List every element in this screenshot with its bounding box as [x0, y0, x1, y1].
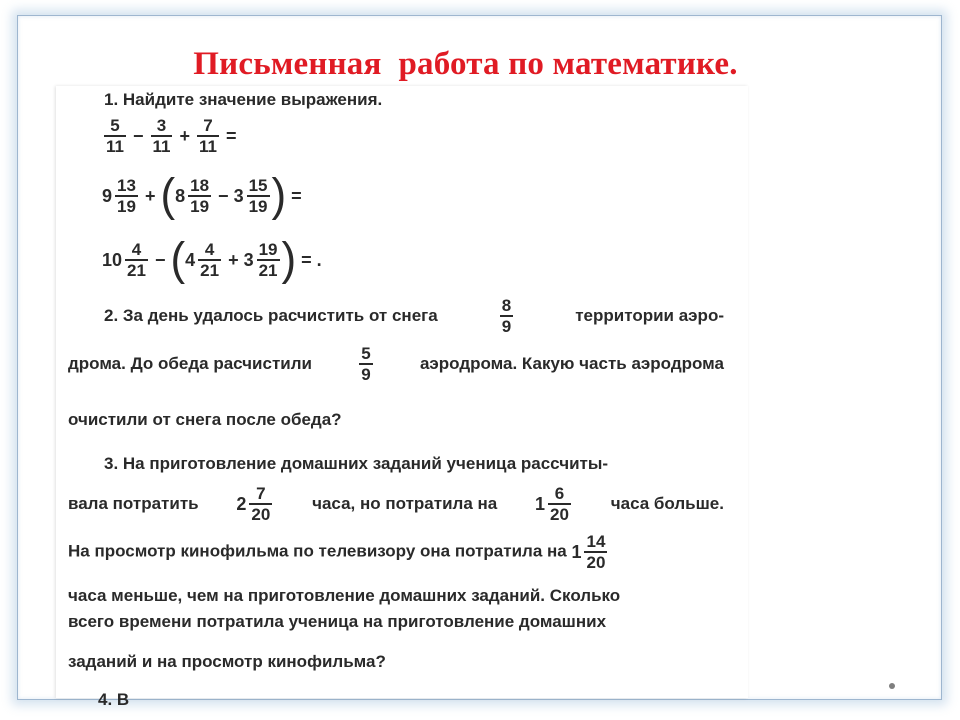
fraction: $\frac{8}{9}$	[501, 296, 512, 336]
operator: +	[144, 185, 156, 206]
fraction: $\frac{15}{19}$	[248, 176, 268, 216]
task2-line-2	[68, 344, 724, 384]
task4-cutoff: 4. В	[98, 690, 130, 709]
whole-part: 4	[185, 249, 196, 270]
task2-line-3: очистили от снега после обеда?	[68, 410, 342, 429]
task3-line-5: всего времени потратила ученица на приготовление домашних	[68, 612, 607, 631]
mixed-number: 2 $\frac{7}{20}$	[236, 484, 271, 524]
whole-part: 3	[243, 249, 254, 270]
fraction: $\frac{3}{11}$	[152, 116, 171, 156]
fraction: $\frac{5}{9}$	[361, 344, 371, 384]
task3-text: часа больше.	[610, 494, 724, 513]
task2-text: территории аэро-	[575, 306, 724, 325]
left-paren: (	[160, 169, 176, 222]
task3-line-2	[68, 484, 724, 524]
right-paren: )	[271, 169, 287, 222]
equals: =	[291, 185, 302, 206]
task3-text: часа, но потратила на	[312, 494, 498, 513]
fraction: $\frac{7}{11}$	[199, 116, 217, 156]
operator: −	[132, 125, 144, 146]
whole-part: 10	[102, 249, 123, 270]
task2-text: дрома. До обеда расчистили	[68, 354, 312, 373]
task2-text: 2. За день удалось расчистить от снега	[104, 306, 438, 325]
task3-text: вала потратить	[68, 494, 199, 513]
task2-text: аэродрома. Какую часть аэродрома	[419, 354, 724, 373]
slide-dot	[889, 683, 895, 689]
task3-text: На просмотр кинофильма по телевизору она потратила на	[68, 541, 567, 561]
task3-line-1: 3. На приготовление домашних заданий ученица рассчиты-	[104, 454, 609, 473]
mixed-number: 1 $\frac{14}{20}$	[571, 532, 606, 572]
task3-line-4: часа меньше, чем на приготовление домашних заданий. Сколько	[68, 586, 621, 605]
operator: +	[179, 125, 190, 146]
worksheet-scan	[56, 86, 748, 709]
fraction: $\frac{4}{21}$	[127, 240, 146, 280]
task1-heading: 1. Найдите значение выражения.	[104, 90, 383, 109]
equals: =	[225, 125, 237, 146]
right-paren: )	[281, 233, 297, 286]
operator: −	[218, 185, 229, 206]
fraction: $\frac{13}{19}$	[117, 176, 136, 216]
whole-part: 8	[175, 185, 186, 206]
task1-expression-1	[102, 116, 242, 156]
fraction: $\frac{19}{21}$	[258, 240, 278, 280]
left-paren: (	[170, 233, 186, 286]
fraction: $\frac{4}{21}$	[200, 240, 220, 280]
fraction: $\frac{18}{19}$	[190, 176, 210, 216]
operator: −	[154, 249, 166, 270]
task3-line-3	[68, 532, 609, 572]
operator: +	[228, 249, 239, 270]
task2-line-1	[104, 296, 724, 336]
task1-expression-2	[102, 169, 307, 222]
mixed-number: 1 $\frac{6}{20}$	[535, 484, 569, 524]
whole-part: 3	[233, 185, 244, 206]
fraction: $\frac{5}{11}$	[106, 116, 124, 156]
slide-title: Письменная работа по математике.	[193, 46, 738, 82]
task3-line-6: заданий и на просмотр кинофильма?	[68, 652, 386, 671]
task1-expression-3	[102, 233, 327, 286]
whole-part: 9	[102, 185, 113, 206]
equals: = .	[301, 249, 322, 270]
